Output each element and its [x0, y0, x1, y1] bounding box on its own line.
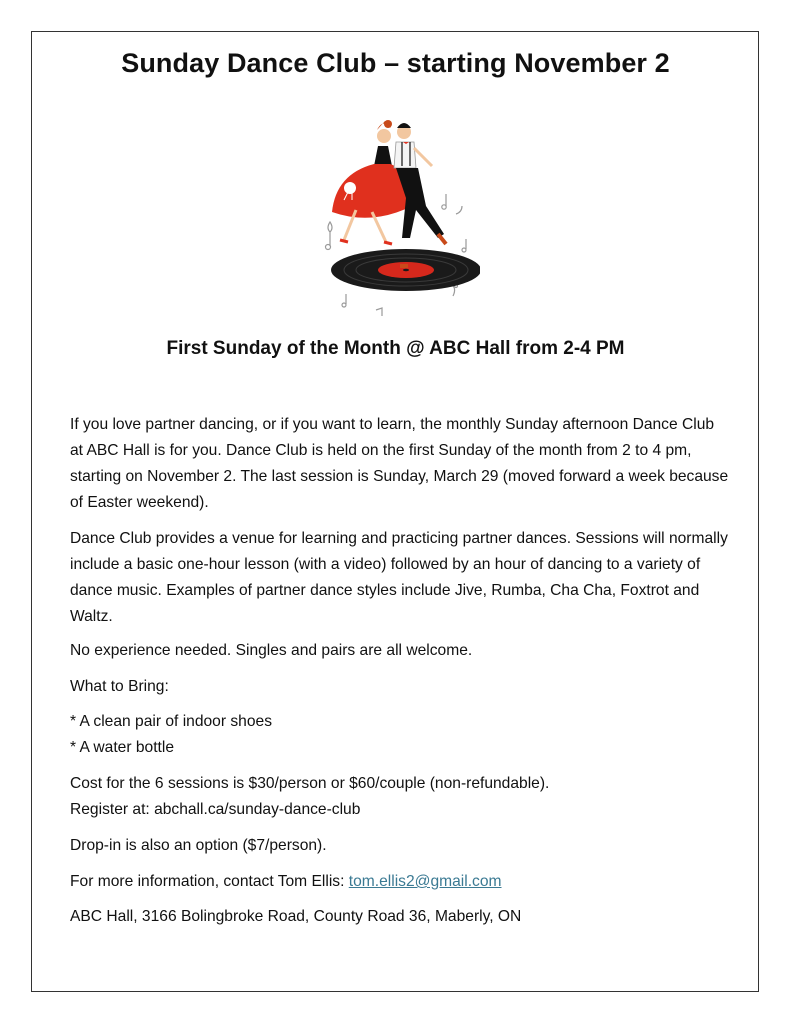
event-subtitle: First Sunday of the Month @ ABC Hall from 2-4 PM	[166, 338, 625, 359]
cost-block	[70, 771, 730, 823]
intro-paragraph: If you love partner dancing, or if you want to learn, the monthly Sunday afternoon Dance Club at ABC Hall is for you. Dance Club is held on the first Sunday of the month from 2 to 4 pm, starting on November 2. The last session is Sunday, March 29 (moved forward a week because of Easter weekend).	[70, 416, 729, 511]
experience-paragraph: No experience needed. Singles and pairs are all welcome.	[70, 642, 473, 659]
bring-heading: What to Bring:	[70, 678, 169, 695]
bring-item-shoes: * A clean pair of indoor shoes	[70, 713, 272, 730]
email-link[interactable]: tom.ellis2@gmail.com	[348, 873, 502, 890]
description-paragraph: Dance Club provides a venue for learning and practicing partner dances. Sessions will normally include a basic one-hour lesson (with a video) followed by an hour of dancing to a variety of dance music. Examples of partner dance styles include Jive, Rumba, Cha Cha, Foxtrot and Waltz.	[70, 530, 728, 625]
contact-prefix: For more information, contact Tom Ellis:	[70, 873, 349, 890]
flyer-title: Sunday Dance Club – starting November 2	[121, 48, 670, 78]
cost-line: Cost for the 6 sessions is $30/person or $60/couple (non-refundable).	[70, 775, 550, 792]
register-line: Register at: abchall.ca/sunday-dance-club	[70, 801, 361, 818]
bring-item-water: * A water bottle	[70, 739, 175, 756]
bring-list	[70, 709, 730, 761]
dancing-couple-illustration	[316, 114, 480, 322]
address-line: ABC Hall, 3166 Bolingbroke Road, County Road 36, Maberly, ON	[70, 908, 522, 925]
dropin-line: Drop-in is also an option ($7/person).	[70, 837, 327, 854]
contact-line	[70, 869, 730, 895]
vinyl-record	[331, 249, 480, 291]
dancer-woman	[332, 120, 412, 244]
